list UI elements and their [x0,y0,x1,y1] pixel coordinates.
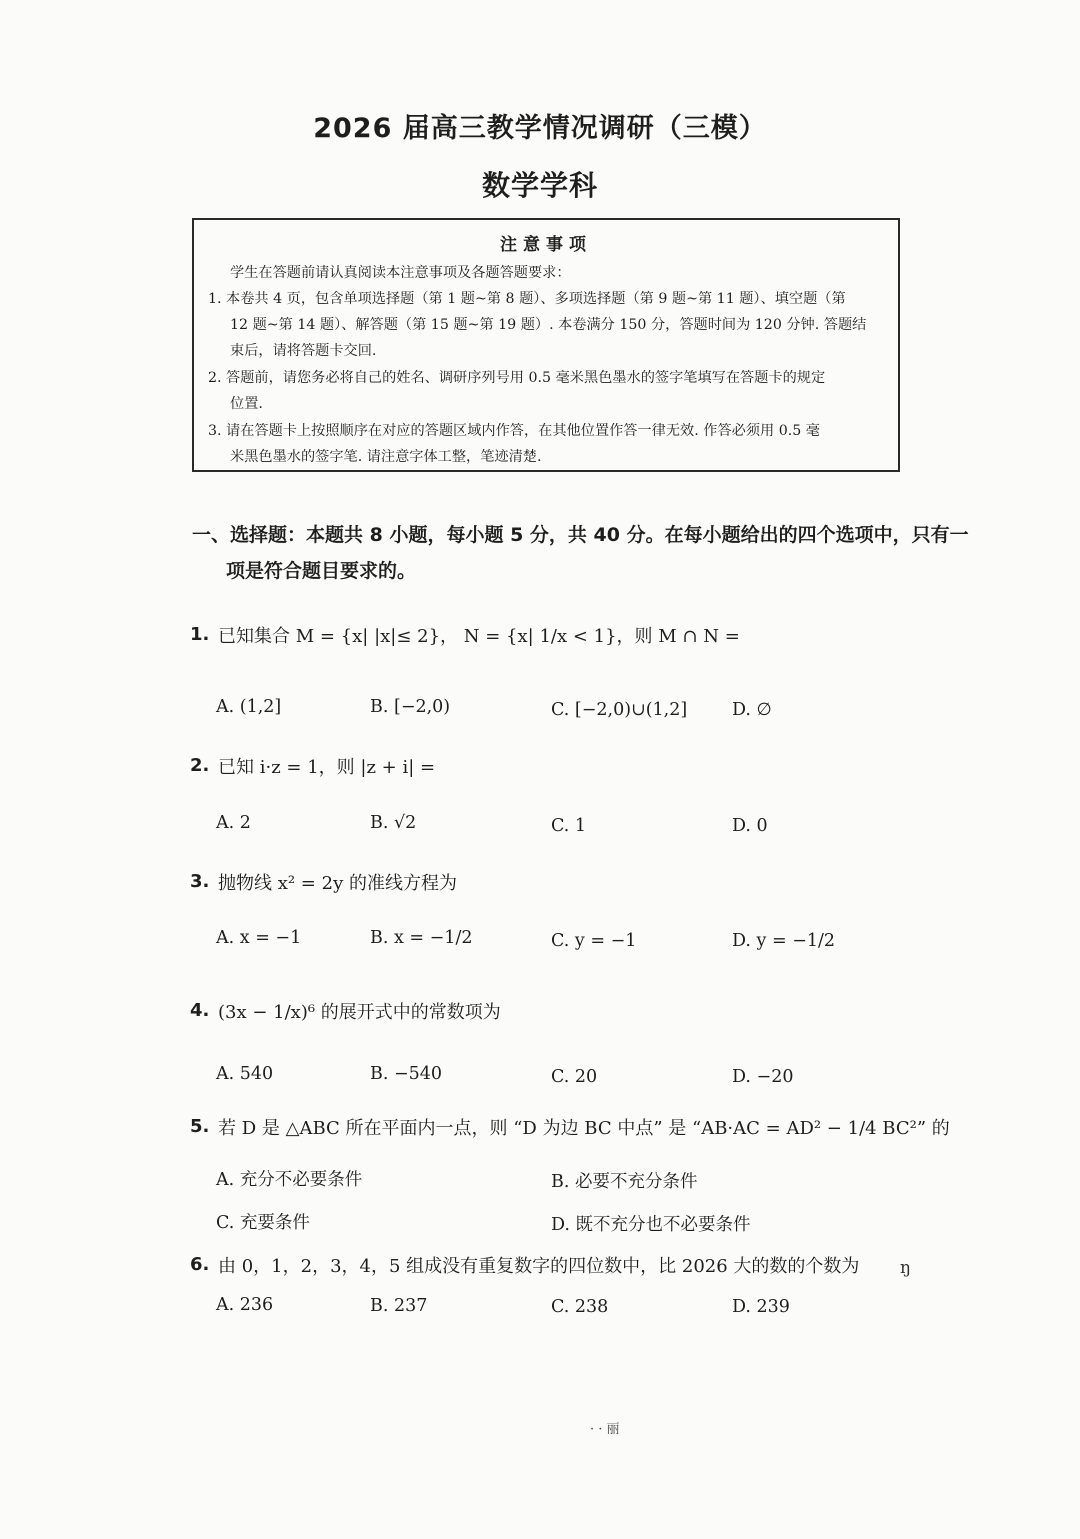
question-text: 若 D 是 △ABC 所在平面内一点，则 “D 为边 BC 中点” 是 “AB·AC = AD² − 1/4 BC²” 的 [218,1118,950,1139]
question-text: 抛物线 x² = 2y 的准线方程为 [218,873,457,894]
option-d: D. y = −1/2 [732,931,836,951]
notice-intro: 学生在答题前请认真阅读本注意事项及各题答题要求： [230,265,571,281]
option-a: A. (1,2] [216,697,282,717]
question-number: 5. [190,1116,210,1137]
notice-line: 位置. [230,396,263,412]
notice-line: 2. 答题前，请您务必将自己的姓名、调研序列号用 0.5 毫米黑色墨水的签字笔填写在答题卡的规定 [208,370,826,386]
exam-title: 2026 届高三教学情况调研（三模） [313,113,767,144]
question-text: 由 0，1，2，3，4，5 组成没有重复数字的四位数中，比 2026 大的数的个数为 [218,1256,860,1277]
option-d: D. −20 [732,1067,794,1087]
notice-heading: 注意事项 [500,235,592,255]
question-text: (3x − 1/x)⁶ 的展开式中的常数项为 [218,1002,501,1023]
option-a: A. x = −1 [216,928,302,948]
option-d: D. 既不充分也不必要条件 [551,1215,751,1235]
question-number: 3. [190,871,210,892]
option-d: D. 239 [732,1297,790,1317]
section-heading: 一、选择题：本题共 8 小题，每小题 5 分，共 40 分。在每小题给出的四个选项中，只有一 [192,524,969,546]
section-heading-cont: 项是符合题目要求的。 [226,560,417,582]
notice-line: 3. 请在答题卡上按照顺序在对应的答题区域内作答，在其他位置作答一律无效. 作答必须用 0.5 毫 [208,423,820,439]
page-footer: · · 丽 [590,1422,620,1437]
option-d: D. ∅ [732,700,772,720]
notice-line: 1. 本卷共 4 页，包含单项选择题（第 1 题~第 8 题）、多项选择题（第 9 题~第 11 题）、填空题（第 [208,291,846,307]
option-b: B. −540 [370,1064,443,1084]
option-b: B. √2 [370,813,417,833]
question-text: 已知 i·z = 1，则 |z + i| = [218,757,436,778]
option-b: B. 237 [370,1296,428,1316]
option-a: A. 2 [216,813,251,833]
question-number: 2. [190,755,210,776]
option-c: C. 20 [551,1067,598,1087]
notice-box [192,218,900,472]
question-number: 1. [190,624,210,645]
option-c: C. [−2,0)∪(1,2] [551,700,688,720]
margin-mark: ŋ [900,1258,911,1278]
option-c: C. 1 [551,816,587,836]
option-b: B. x = −1/2 [370,928,473,948]
question-number: 6. [190,1254,210,1275]
option-c: C. y = −1 [551,931,637,951]
subject-title: 数学学科 [481,169,598,202]
option-a: A. 充分不必要条件 [216,1170,363,1190]
option-b: B. [−2,0) [370,697,451,717]
option-a: A. 540 [216,1064,274,1084]
option-c: C. 238 [551,1297,609,1317]
option-d: D. 0 [732,816,768,836]
question-text: 已知集合 M = {x| |x|≤ 2}， N = {x| 1/x < 1}，则 M ∩ N = [218,626,740,647]
option-c: C. 充要条件 [216,1213,310,1233]
notice-line: 12 题~第 14 题）、解答题（第 15 题~第 19 题）. 本卷满分 150 分，答题时间为 120 分钟. 答题结 [230,317,867,333]
option-a: A. 236 [216,1295,274,1315]
notice-line: 米黑色墨水的签字笔. 请注意字体工整，笔迹清楚. [230,449,542,465]
question-number: 4. [190,1000,210,1021]
notice-line: 束后，请将答题卡交回. [230,343,377,359]
option-b: B. 必要不充分条件 [551,1172,698,1192]
